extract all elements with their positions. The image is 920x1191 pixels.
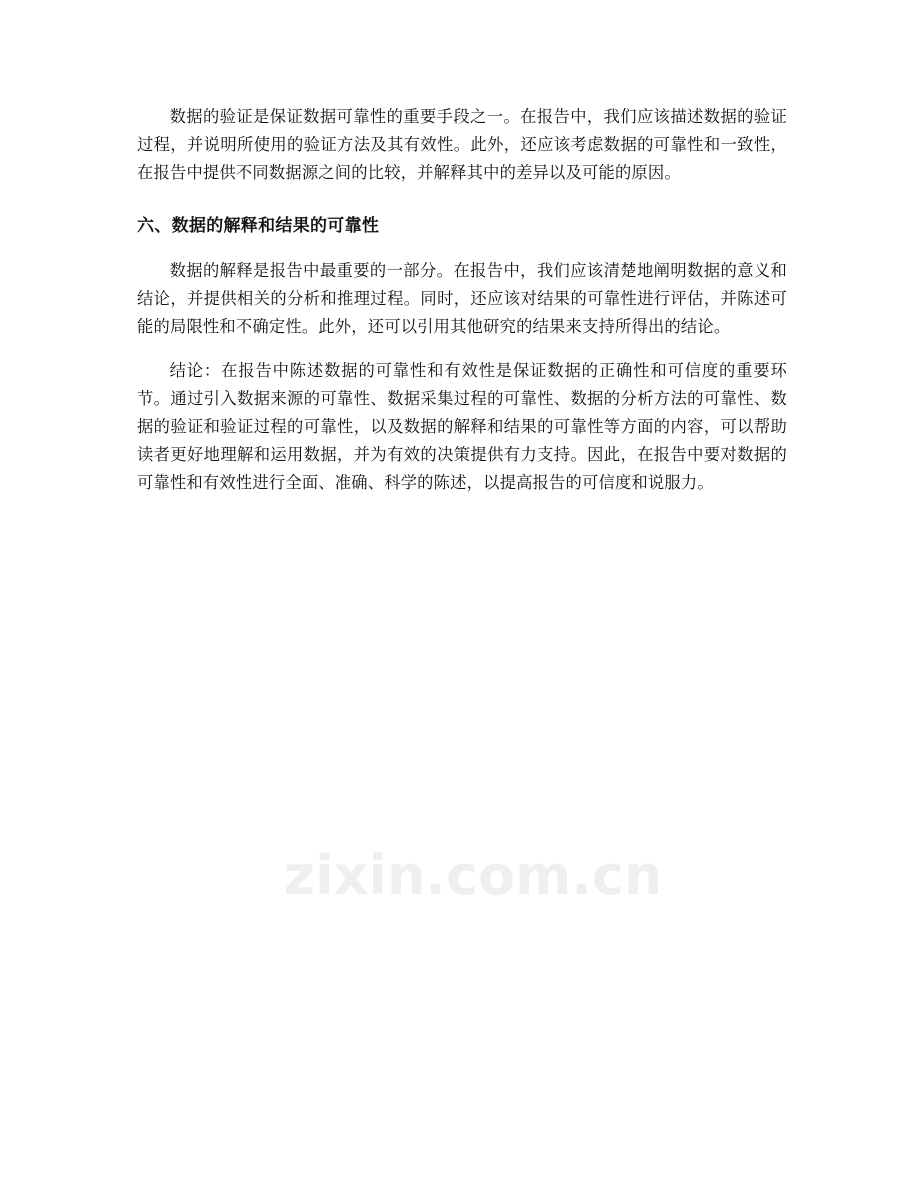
svg-text:zixin.com.cn: zixin.com.cn [283,844,663,907]
document-body [137,103,787,497]
watermark-logo [283,832,663,922]
paragraph-data-verification: 数据的验证是保证数据可靠性的重要手段之一。在报告中，我们应该描述数据的验证过程，并说明所使用的验证方法及其有效性。此外，还应该考虑数据的可靠性和一致性，在报告中提供不同数据源之间的比较，并解释其中的差异以及可能的原因。 [137,107,787,182]
paragraph-data-interpretation: 数据的解释是报告中最重要的一部分。在报告中，我们应该清楚地阐明数据的意义和结论，并提供相关的分析和推理过程。同时，还应该对结果的可靠性进行评估，并陈述可能的局限性和不确定性。此外，还可以引用其他研究的结果来支持所得出的结论。 [137,261,787,336]
section-heading-6: 六、数据的解释和结果的可靠性 [137,216,380,236]
paragraph-conclusion: 结论：在报告中陈述数据的可靠性和有效性是保证数据的正确性和可信度的重要环节。通过引入数据来源的可靠性、数据采集过程的可靠性、数据的分析方法的可靠性、数据的验证和验证过程的可靠性，以及数据的解释和结果的可靠性等方面的内容，可以帮助读者更好地理解和运用数据，并为有效的决策提供有力支持。因此，在报告中要对数据的可靠性和有效性进行全面、准确、科学的陈述，以提高报告的可信度和说服力。 [137,361,787,492]
